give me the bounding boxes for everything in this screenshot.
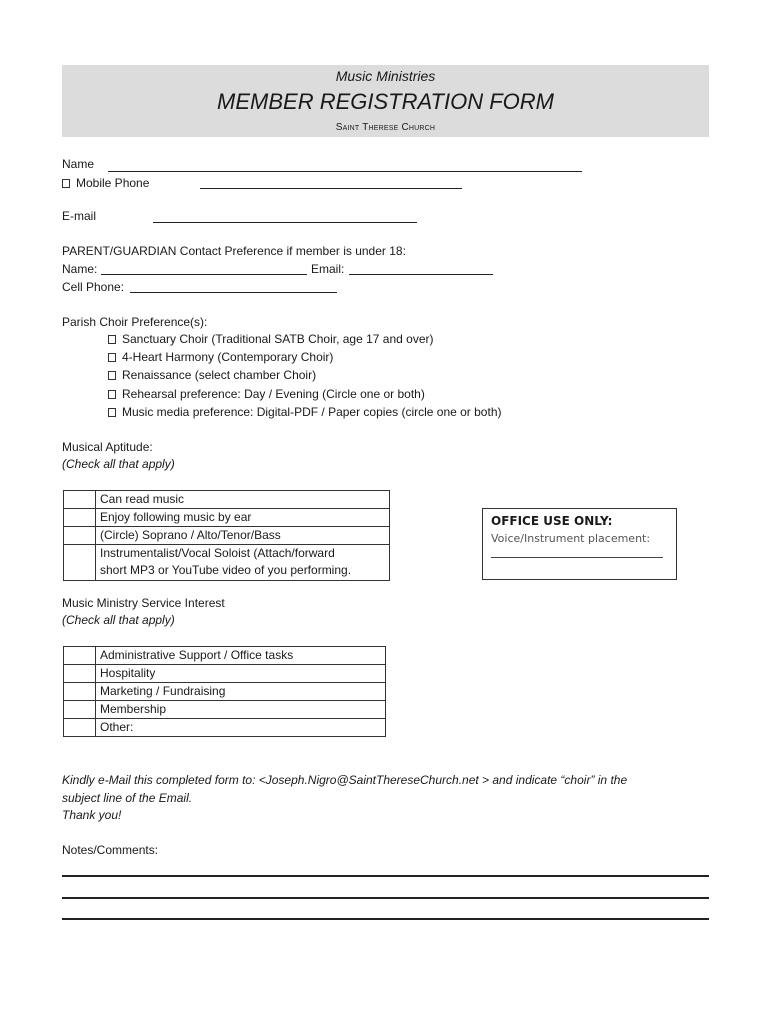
mobile-label: Mobile Phone	[76, 176, 150, 190]
form-title: MEMBER REGISTRATION FORM	[217, 89, 554, 114]
check-cell[interactable]	[64, 527, 96, 545]
guardian-email-field[interactable]	[349, 265, 493, 275]
aptitude-item: Can read music	[96, 491, 390, 509]
aptitude-item: Enjoy following music by ear	[96, 509, 390, 527]
aptitude-table	[63, 490, 390, 581]
service-item: Marketing / Fundraising	[96, 683, 386, 701]
header-subtitle: Music Ministries	[335, 68, 436, 84]
table-row	[64, 647, 386, 665]
aptitude-item: (Circle) Soprano / Alto/Tenor/Bass	[96, 527, 390, 545]
guardian-cell-label: Cell Phone:	[62, 280, 125, 294]
table-row	[64, 491, 390, 509]
name-field[interactable]	[108, 162, 582, 172]
mobile-checkbox[interactable]	[62, 179, 70, 188]
thank-you-text: Thank you!	[62, 808, 122, 822]
notes-line[interactable]	[62, 918, 709, 920]
check-cell[interactable]	[64, 545, 96, 581]
check-cell[interactable]	[64, 491, 96, 509]
choir-checkbox[interactable]	[108, 335, 116, 344]
choir-option: Rehearsal preference: Day / Evening (Circle one or both)	[108, 387, 425, 401]
choir-heading: Parish Choir Preference(s):	[62, 315, 208, 329]
choir-option: Sanctuary Choir (Traditional SATB Choir, age 17 and over)	[108, 332, 433, 346]
service-item: Administrative Support / Office tasks	[96, 647, 386, 665]
check-cell[interactable]	[64, 701, 96, 719]
form-header	[62, 65, 709, 137]
church-name: Saint Therese Church	[335, 122, 436, 133]
email-instructions: Kindly e-Mail this completed form to: <Joseph.Nigro@SaintThereseChurch.net > and indicate “choir” in the	[62, 773, 628, 787]
table-row	[64, 665, 386, 683]
guardian-heading: PARENT/GUARDIAN Contact Preference if member is under 18:	[62, 244, 406, 258]
aptitude-heading: Musical Aptitude:	[62, 440, 153, 454]
choir-checkbox[interactable]	[108, 408, 116, 417]
aptitude-item: Instrumentalist/Vocal Soloist (Attach/forward short MP3 or YouTube video of you performing.	[96, 545, 390, 581]
mobile-row	[62, 176, 149, 190]
table-row	[64, 701, 386, 719]
email-label: E-mail	[62, 209, 97, 223]
email-field[interactable]	[153, 213, 417, 223]
choir-option: Renaissance (select chamber Choir)	[108, 368, 316, 382]
service-item: Membership	[96, 701, 386, 719]
office-use-box	[482, 508, 677, 580]
choir-checkbox[interactable]	[108, 371, 116, 380]
choir-checkbox[interactable]	[108, 353, 116, 362]
check-cell[interactable]	[64, 647, 96, 665]
table-row	[64, 545, 390, 581]
service-item: Hospitality	[96, 665, 386, 683]
mobile-field[interactable]	[200, 179, 462, 189]
table-row	[64, 719, 386, 737]
aptitude-hint: (Check all that apply)	[62, 457, 175, 471]
service-hint: (Check all that apply)	[62, 613, 175, 627]
table-row	[64, 683, 386, 701]
guardian-cell-field[interactable]	[130, 283, 337, 293]
check-cell[interactable]	[64, 509, 96, 527]
office-use-title: OFFICE USE ONLY:	[491, 514, 613, 528]
placement-field[interactable]	[491, 557, 663, 558]
guardian-name-label: Name:	[62, 262, 98, 276]
office-use-label: Voice/Instrument placement:	[491, 532, 651, 545]
email-instructions-cont: subject line of the Email.	[62, 791, 193, 805]
choir-option: 4-Heart Harmony (Contemporary Choir)	[108, 350, 333, 364]
check-cell[interactable]	[64, 683, 96, 701]
notes-label: Notes/Comments:	[62, 843, 159, 857]
choir-option: Music media preference: Digital-PDF / Paper copies (circle one or both)	[108, 405, 502, 419]
check-cell[interactable]	[64, 719, 96, 737]
name-label: Name	[62, 157, 95, 171]
choir-checkbox[interactable]	[108, 390, 116, 399]
guardian-email-label: Email:	[311, 262, 345, 276]
guardian-name-field[interactable]	[101, 265, 307, 275]
notes-line[interactable]	[62, 875, 709, 877]
service-heading: Music Ministry Service Interest	[62, 596, 225, 610]
service-table	[63, 646, 386, 737]
service-item: Other:	[96, 719, 386, 737]
name-row	[62, 157, 94, 171]
table-row	[64, 509, 390, 527]
notes-line[interactable]	[62, 897, 709, 899]
check-cell[interactable]	[64, 665, 96, 683]
table-row	[64, 527, 390, 545]
